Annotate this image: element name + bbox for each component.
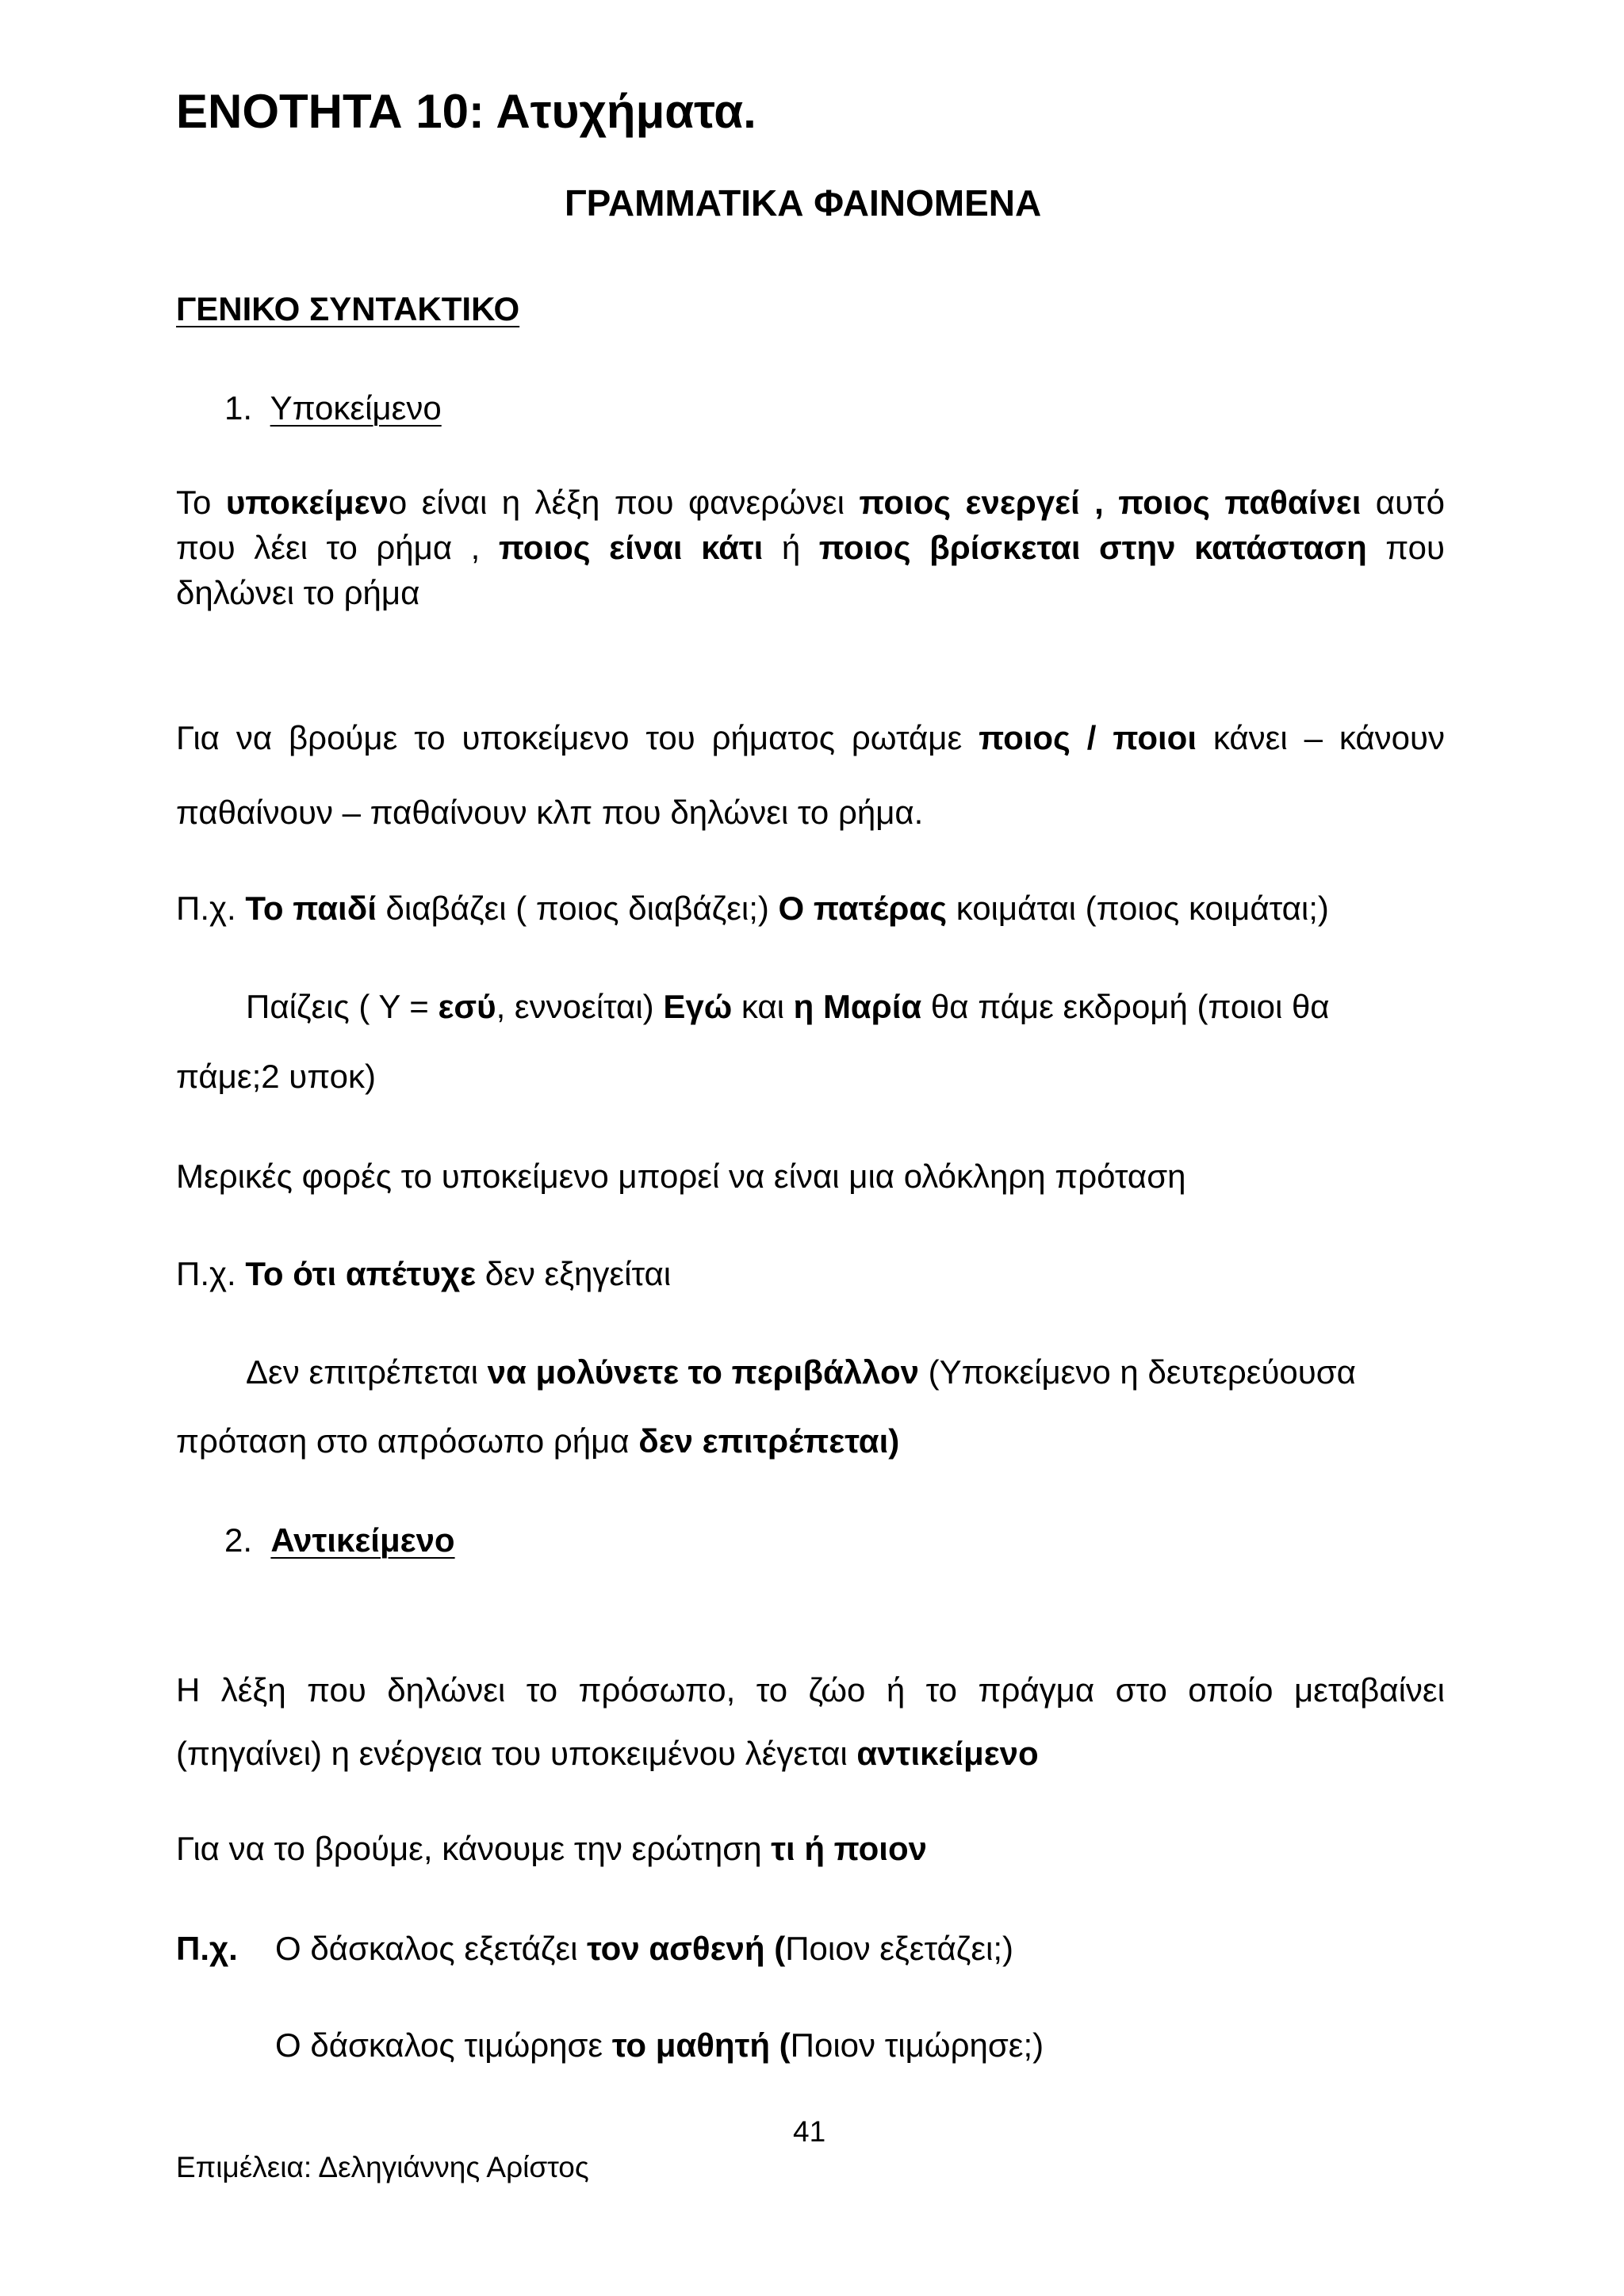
object-find: [176, 1832, 927, 1866]
section-1-heading: [224, 389, 442, 427]
bold-term: τι ή ποιον: [771, 1830, 927, 1867]
text: που δηλώνει το ρήμα: [176, 529, 1446, 611]
text: πρόταση στο απρόσωπο ρήμα: [176, 1422, 639, 1460]
subject-example-3: [176, 1257, 671, 1291]
bold-term: ποιος ενεργεί , ποιος παθαίνει: [859, 484, 1362, 521]
text: κάνει – κάνουν: [1197, 719, 1445, 756]
footer-author: Επιμέλεια: Δεληγιάννης Αρίστος: [176, 2151, 589, 2183]
text: διαβάζει ( ποιος διαβάζει;): [376, 890, 779, 927]
bold-term: ποιος / ποιοι: [979, 719, 1197, 756]
subject-example-1: [176, 892, 1329, 925]
text: ή: [763, 529, 819, 566]
object-example-label: Π.χ.: [176, 1930, 238, 1967]
object-definition-line1: Η λέξη που δηλώνει το πρόσωπο, το ζώο ή το πράγμα στο οποίο μεταβαίνει: [176, 1671, 1445, 1709]
bold-paren: (: [764, 1930, 786, 1967]
bold-term: ποιος βρίσκεται στην κατάσταση: [818, 529, 1367, 566]
text: δεν εξηγείται: [476, 1255, 672, 1292]
bold-term: υποκείμεν: [225, 484, 389, 521]
text: Π.χ.: [176, 890, 246, 927]
text: Ποιον εξετάζει;): [785, 1930, 1014, 1967]
bold-term: η Μαρία: [793, 988, 922, 1025]
page-number: 41: [793, 2115, 826, 2148]
text: θα πάμε εκδρομή (ποιοι θα: [921, 988, 1330, 1025]
subheading: ΓΕΝΙΚΟ ΣΥΝΤΑΚΤΙΚΟ: [176, 290, 520, 327]
text: Ο δάσκαλος τιμώρησε: [275, 2026, 612, 2064]
section-1-title: Υποκείμενο: [270, 389, 442, 427]
section-2-heading: [224, 1521, 455, 1559]
bold-term: Εγώ: [663, 988, 733, 1025]
subject-find-line2: παθαίνουν – παθαίνουν κλπ που δηλώνει το ρήμα.: [176, 794, 924, 831]
page-title: ΕΝΟΤΗΤΑ 10: Ατυχήματα.: [176, 85, 756, 138]
text: Για να βρούμε το υποκείμενο του ρήματος ρωτάμε: [176, 719, 979, 756]
subject-example-4-line2: [176, 1422, 900, 1460]
bold-term: δεν επιτρέπεται): [638, 1422, 900, 1460]
text: Ο δάσκαλος εξετάζει: [275, 1930, 588, 1967]
bold-term: Ο πατέρας: [778, 890, 948, 927]
text: Για να το βρούμε, κάνουμε την ερώτηση: [176, 1830, 772, 1867]
bold-term: Το παιδί: [245, 890, 377, 927]
object-example-1: [275, 1932, 1013, 1965]
object-example-2: [275, 2026, 1044, 2064]
bold-term: ποιος είναι κάτι: [498, 529, 764, 566]
subject-example-2-line2: πάμε;2 υποκ): [176, 1058, 376, 1095]
text: κοιμάται (ποιος κοιμάται;): [947, 890, 1329, 927]
bold-term: τον ασθενή: [587, 1930, 765, 1967]
subject-note: Μερικές φορές το υποκείμενο μπορεί να είναι μια ολόκληρη πρόταση: [176, 1158, 1186, 1195]
text: , εννοείται): [496, 988, 664, 1025]
section-2-number: 2.: [224, 1521, 253, 1559]
subject-definition: [176, 480, 1445, 615]
text: Το: [176, 484, 226, 521]
bold-term: εσύ: [438, 988, 496, 1025]
text: Παίζεις ( Υ =: [246, 988, 439, 1025]
text: και: [732, 988, 794, 1025]
subject-example-2: [246, 990, 1330, 1024]
section-title: ΓΡΑΜΜΑΤΙΚΑ ΦΑΙΝΟΜΕΝΑ: [565, 182, 1042, 224]
object-definition-line2: [176, 1737, 1039, 1770]
text: Π.χ.: [176, 1255, 246, 1292]
bold-term: να μολύνετε το περιβάλλον: [487, 1353, 919, 1391]
text: Δεν επιτρέπεται: [246, 1353, 488, 1391]
bold-term: το μαθητή: [611, 2026, 770, 2064]
text: (πηγαίνει) η ενέργεια του υποκειμένου λέγεται: [176, 1735, 857, 1772]
bold-term: αντικείμενο: [856, 1735, 1039, 1772]
subject-find-line1: [176, 715, 1445, 760]
bold-paren: (: [769, 2026, 791, 2064]
text: ο είναι η λέξη που φανερώνει: [388, 484, 860, 521]
text: Ποιον τιμώρησε;): [790, 2026, 1044, 2064]
section-1-number: 1.: [224, 389, 253, 427]
text: αυτό που λέει το ρήμα ,: [176, 484, 1445, 566]
subject-example-4: [246, 1353, 1356, 1391]
text: (Υποκείμενο η δευτερεύουσα: [919, 1353, 1356, 1391]
section-2-title: Αντικείμενο: [270, 1521, 455, 1559]
bold-term: Το ότι απέτυχε: [245, 1255, 477, 1292]
